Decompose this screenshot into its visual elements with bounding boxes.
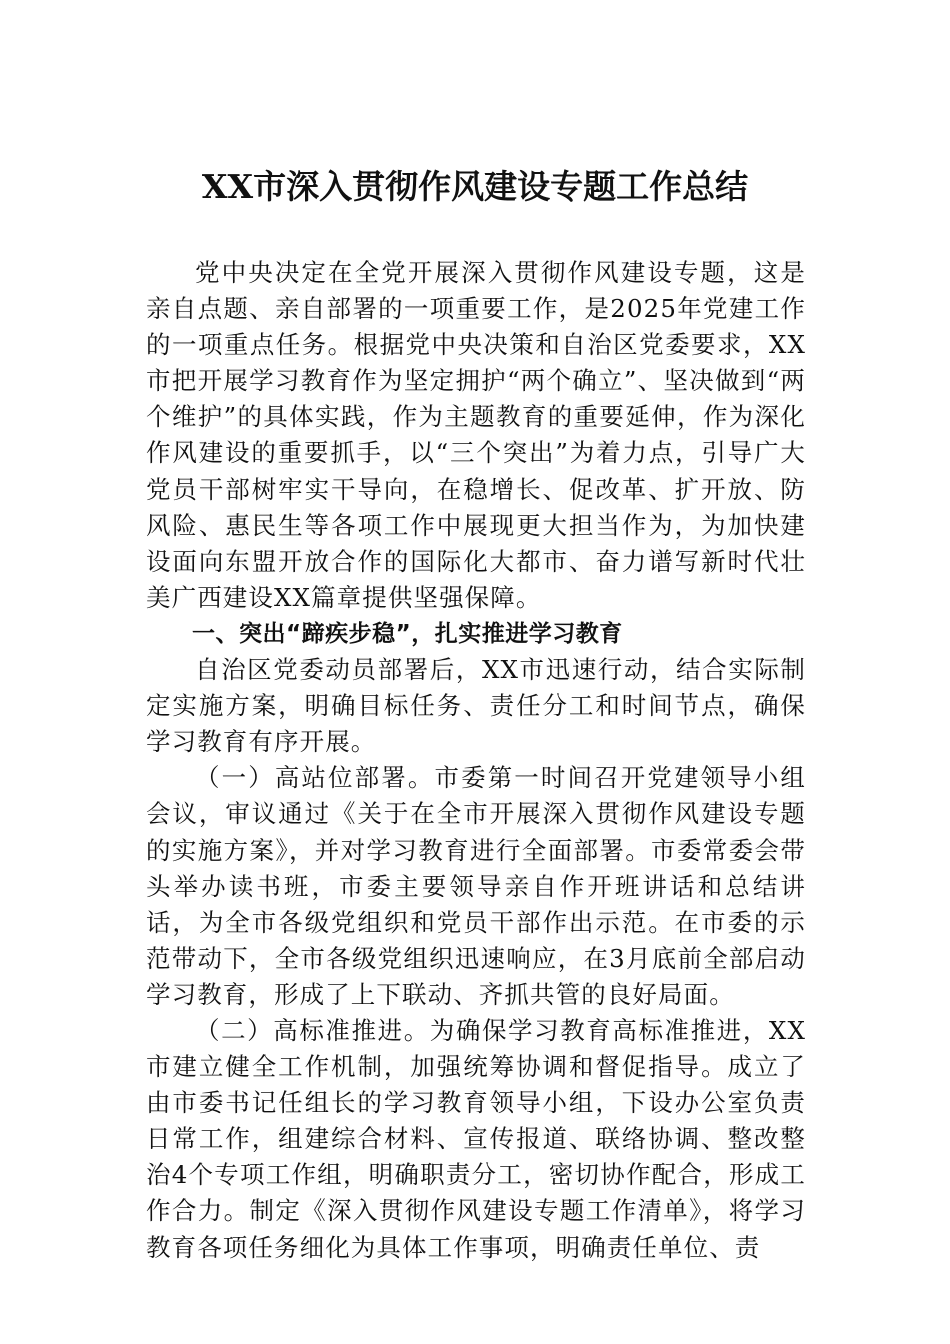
subsection-2-text: 为确保学习教育高标准推进，XX市建立健全工作机制，加强统筹协调和督促指导。成立了由市委书记任组长的学习教育领导小组，下设办公室负责日常工作，组建综合材料、宣传报道、联络协调、整改整治4个专项工作组，明确职责分工，密切协作配合，形成工作合力。制定《深入贯彻作风建设专题工作清单》，将学习教育各项任务细化为具体工作事项，明确责任单位、责 <box>146 1015 806 1262</box>
subsection-1-paragraph <box>146 760 806 1013</box>
subsection-1-label: （一）高站位部署。 <box>195 763 435 793</box>
subsection-1-text: 市委第一时间召开党建领导小组会议，审议通过《关于在全市开展深入贯彻作风建设专题的实施方案》，并对学习教育进行全面部署。市委常委会带头举办读书班，市委主要领导亲自作开班讲话和总结讲话，为全市各级党组织和党员干部作出示范。在市委的示范带动下，全市各级党组织迅速响应，在3月底前全部启动学习教育，形成了上下联动、齐抓共管的良好局面。 <box>146 763 806 1009</box>
subsection-2-paragraph <box>146 1013 806 1266</box>
section-1-lead-paragraph: 自治区党委动员部署后，XX市迅速行动，结合实际制定实施方案，明确目标任务、责任分工和时间节点，确保学习教育有序开展。 <box>146 655 806 757</box>
document-title: XX市深入贯彻作风建设专题工作总结 <box>201 167 749 206</box>
intro-paragraph: 党中央决定在全党开展深入贯彻作风建设专题，这是亲自点题、亲自部署的一项重要工作，是2025年党建工作的一项重点任务。根据党中央决策和自治区党委要求，XX市把开展学习教育作为坚定拥护“两个确立”、坚决做到“两个维护”的具体实践，作为主题教育的重要延伸，作为深化作风建设的重要抓手，以“三个突出”为着力点，引导广大党员干部树牢实干导向，在稳增长、促改革、扩开放、防风险、惠民生等各项工作中展现更大担当作为，为加快建设面向东盟开放合作的国际化大都市、奋力谱写新时代壮美广西建设XX篇章提供坚强保障。 <box>146 258 806 612</box>
section-heading-1: 一、突出“蹄疾步稳”，扎实推进学习教育 <box>192 620 623 647</box>
subsection-2-label: （二）高标准推进。 <box>195 1015 430 1045</box>
document-body <box>146 255 806 1266</box>
